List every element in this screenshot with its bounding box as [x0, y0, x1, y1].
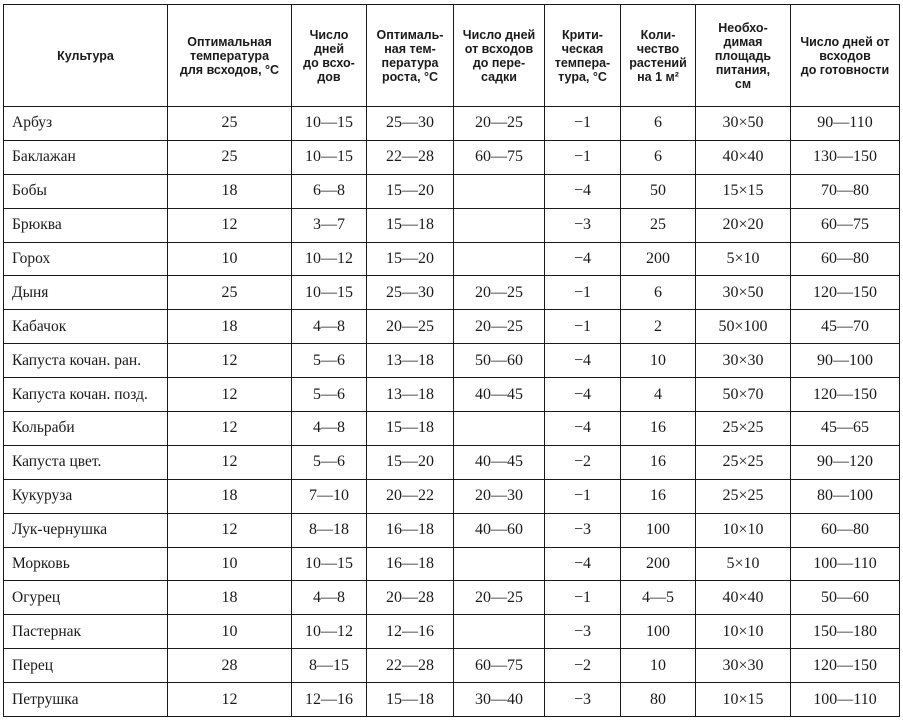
- table-cell: 12: [168, 344, 292, 378]
- table-cell: 10×15: [696, 683, 791, 717]
- crop-name-cell: Кукуруза: [4, 479, 168, 513]
- table-cell: 12—16: [292, 683, 367, 717]
- column-header: [791, 5, 900, 107]
- table-cell: [454, 412, 545, 446]
- table-cell: 50—60: [454, 344, 545, 378]
- table-cell: 150—180: [791, 615, 900, 649]
- table-cell: 200: [621, 547, 696, 581]
- column-header: [292, 5, 367, 107]
- table-cell: 20—25: [454, 581, 545, 615]
- table-cell: 13—18: [367, 344, 454, 378]
- table-cell: 12: [168, 412, 292, 446]
- table-cell: −4: [545, 174, 621, 208]
- table-cell: 18: [168, 174, 292, 208]
- table-row: [4, 479, 900, 513]
- table-cell: −3: [545, 513, 621, 547]
- table-cell: 130—150: [791, 140, 900, 174]
- table-cell: 50: [621, 174, 696, 208]
- table-cell: 4—5: [621, 581, 696, 615]
- table-cell: 5—6: [292, 344, 367, 378]
- table-cell: 100—110: [791, 683, 900, 717]
- table-row: [4, 344, 900, 378]
- table-cell: 18: [168, 581, 292, 615]
- column-header: [696, 5, 791, 107]
- crop-name-cell: Бобы: [4, 174, 168, 208]
- column-header: [621, 5, 696, 107]
- table-cell: 16: [621, 412, 696, 446]
- table-cell: 30—40: [454, 683, 545, 717]
- table-cell: 6: [621, 107, 696, 141]
- table-cell: [454, 547, 545, 581]
- table-cell: 120—150: [791, 378, 900, 412]
- table-cell: 13—18: [367, 378, 454, 412]
- crop-name-cell: Дыня: [4, 276, 168, 310]
- table-row: [4, 276, 900, 310]
- table-cell: 20—25: [454, 310, 545, 344]
- table-cell: 22—28: [367, 140, 454, 174]
- table-cell: −1: [545, 140, 621, 174]
- table-row: [4, 208, 900, 242]
- table-row: [4, 140, 900, 174]
- table-cell: −4: [545, 547, 621, 581]
- table-row: [4, 310, 900, 344]
- table-cell: 2: [621, 310, 696, 344]
- table-cell: 15—18: [367, 412, 454, 446]
- table-cell: 6—8: [292, 174, 367, 208]
- table-cell: 22—28: [367, 649, 454, 683]
- table-cell: [454, 174, 545, 208]
- table-cell: 25—30: [367, 107, 454, 141]
- table-cell: 16: [621, 445, 696, 479]
- table-cell: 25: [168, 140, 292, 174]
- crop-name-cell: Баклажан: [4, 140, 168, 174]
- table-row: [4, 174, 900, 208]
- table-cell: −1: [545, 107, 621, 141]
- column-header-label: Коли- чество растений на 1 м²: [629, 27, 687, 84]
- table-row: [4, 445, 900, 479]
- table-cell: 10—15: [292, 140, 367, 174]
- table-cell: 20—25: [367, 310, 454, 344]
- crop-name-cell: Огурец: [4, 581, 168, 615]
- table-cell: 60—75: [454, 140, 545, 174]
- table-cell: 10: [168, 242, 292, 276]
- table-cell: 12: [168, 378, 292, 412]
- table-cell: 10—15: [292, 107, 367, 141]
- table-cell: 120—150: [791, 276, 900, 310]
- table-cell: 12: [168, 513, 292, 547]
- table-cell: 18: [168, 479, 292, 513]
- table-cell: 12: [168, 445, 292, 479]
- crop-name-cell: Кабачок: [4, 310, 168, 344]
- table-cell: 50—60: [791, 581, 900, 615]
- table-cell: 60—75: [454, 649, 545, 683]
- column-header-label: Оптимальная температура для всходов, °С: [179, 34, 280, 77]
- table-cell: −2: [545, 649, 621, 683]
- table-cell: 7—10: [292, 479, 367, 513]
- table-cell: 16—18: [367, 513, 454, 547]
- column-header: [168, 5, 292, 107]
- table-row: [4, 242, 900, 276]
- column-header: [545, 5, 621, 107]
- table-body: [4, 107, 900, 717]
- table-cell: 3—7: [292, 208, 367, 242]
- table-cell: 10—15: [292, 276, 367, 310]
- table-cell: 20—25: [454, 276, 545, 310]
- table-cell: 28: [168, 649, 292, 683]
- table-cell: 16: [621, 479, 696, 513]
- table-cell: 45—65: [791, 412, 900, 446]
- table-cell: 90—100: [791, 344, 900, 378]
- table-cell: 40—45: [454, 378, 545, 412]
- table-cell: 15—20: [367, 242, 454, 276]
- column-header-label: Число дней до всхо- дов: [303, 27, 355, 84]
- table-cell: 25—30: [367, 276, 454, 310]
- table-cell: 20—30: [454, 479, 545, 513]
- table-row: [4, 513, 900, 547]
- table-cell: 80: [621, 683, 696, 717]
- table-cell: 90—120: [791, 445, 900, 479]
- table-cell: 10: [621, 344, 696, 378]
- table-cell: 8—18: [292, 513, 367, 547]
- table-cell: 20—25: [454, 107, 545, 141]
- table-cell: 25: [621, 208, 696, 242]
- table-cell: 40×40: [696, 140, 791, 174]
- table-cell: 60—80: [791, 513, 900, 547]
- table-row: [4, 412, 900, 446]
- header-row: [4, 5, 900, 107]
- table-cell: 90—110: [791, 107, 900, 141]
- table-cell: −1: [545, 276, 621, 310]
- crop-name-cell: Капуста кочан. ран.: [4, 344, 168, 378]
- table-header: [4, 5, 900, 107]
- table-row: [4, 547, 900, 581]
- table-cell: 15×15: [696, 174, 791, 208]
- table-cell: −2: [545, 445, 621, 479]
- table-cell: −1: [545, 310, 621, 344]
- table-cell: 12—16: [367, 615, 454, 649]
- table-cell: −1: [545, 581, 621, 615]
- table-cell: 5—6: [292, 378, 367, 412]
- column-header-label: Оптималь- ная тем- пература роста, °С: [376, 27, 444, 84]
- table-cell: 50×70: [696, 378, 791, 412]
- table-row: [4, 683, 900, 717]
- crop-name-cell: Капуста кочан. позд.: [4, 378, 168, 412]
- table-row: [4, 378, 900, 412]
- table-cell: −3: [545, 615, 621, 649]
- table-cell: 30×30: [696, 344, 791, 378]
- crop-name-cell: Брюква: [4, 208, 168, 242]
- table-cell: −3: [545, 683, 621, 717]
- table-cell: 10—12: [292, 242, 367, 276]
- table-cell: 70—80: [791, 174, 900, 208]
- table-cell: [454, 208, 545, 242]
- table-cell: 10: [168, 547, 292, 581]
- table-cell: 25×25: [696, 445, 791, 479]
- table-cell: 12: [168, 208, 292, 242]
- table-cell: 5—6: [292, 445, 367, 479]
- table-cell: 60—75: [791, 208, 900, 242]
- column-header-label: Число дней от всходов до пере- садки: [462, 27, 536, 84]
- crop-name-cell: Капуста цвет.: [4, 445, 168, 479]
- column-header-label: Число дней от всходов до готовности: [800, 34, 890, 77]
- table-cell: 100—110: [791, 547, 900, 581]
- table-cell: 15—20: [367, 445, 454, 479]
- table-cell: 60—80: [791, 242, 900, 276]
- table-cell: 10—15: [292, 547, 367, 581]
- table-cell: 30×30: [696, 649, 791, 683]
- table-cell: 20×20: [696, 208, 791, 242]
- table-row: [4, 649, 900, 683]
- table-cell: 10×10: [696, 513, 791, 547]
- table-cell: −1: [545, 479, 621, 513]
- table-cell: −4: [545, 344, 621, 378]
- crop-name-cell: Перец: [4, 649, 168, 683]
- table-cell: −4: [545, 242, 621, 276]
- table-cell: 15—18: [367, 208, 454, 242]
- table-cell: 25×25: [696, 412, 791, 446]
- crop-name-cell: Арбуз: [4, 107, 168, 141]
- table-cell: 4—8: [292, 310, 367, 344]
- crop-name-cell: Пастернак: [4, 615, 168, 649]
- table-cell: 25: [168, 107, 292, 141]
- table-cell: 15—18: [367, 683, 454, 717]
- table-cell: 18: [168, 310, 292, 344]
- crop-name-cell: Лук-чернушка: [4, 513, 168, 547]
- table-cell: 16—18: [367, 547, 454, 581]
- table-cell: 4: [621, 378, 696, 412]
- table-cell: 200: [621, 242, 696, 276]
- crop-name-cell: Морковь: [4, 547, 168, 581]
- table-cell: 45—70: [791, 310, 900, 344]
- table-cell: 40—60: [454, 513, 545, 547]
- table-cell: −4: [545, 378, 621, 412]
- table-cell: 15—20: [367, 174, 454, 208]
- table-cell: 10: [168, 615, 292, 649]
- table-cell: 10×10: [696, 615, 791, 649]
- table-cell: 12: [168, 683, 292, 717]
- table-cell: 25×25: [696, 479, 791, 513]
- table-cell: 10—12: [292, 615, 367, 649]
- table-cell: 80—100: [791, 479, 900, 513]
- table-cell: 40—45: [454, 445, 545, 479]
- table-cell: 10: [621, 649, 696, 683]
- table-cell: −3: [545, 208, 621, 242]
- column-header: [4, 5, 168, 107]
- table-cell: 5×10: [696, 242, 791, 276]
- crop-name-cell: Горох: [4, 242, 168, 276]
- column-header: [454, 5, 545, 107]
- table-row: [4, 107, 900, 141]
- table-cell: 5×10: [696, 547, 791, 581]
- table-cell: 20—22: [367, 479, 454, 513]
- table-row: [4, 615, 900, 649]
- table-cell: 6: [621, 276, 696, 310]
- column-header-label: Культура: [57, 48, 114, 63]
- table-cell: 100: [621, 513, 696, 547]
- column-header-label: Необхо- димая площадь питания, см: [714, 20, 772, 91]
- table-cell: 100: [621, 615, 696, 649]
- table-row: [4, 581, 900, 615]
- table-cell: 6: [621, 140, 696, 174]
- crops-table: [3, 4, 900, 717]
- table-cell: [454, 615, 545, 649]
- table-cell: 25: [168, 276, 292, 310]
- table-cell: 4—8: [292, 581, 367, 615]
- table-cell: 20—28: [367, 581, 454, 615]
- column-header-label: Крити- ческая темпера- тура, °С: [554, 27, 611, 84]
- table-cell: −4: [545, 412, 621, 446]
- table-cell: 50×100: [696, 310, 791, 344]
- table-cell: 120—150: [791, 649, 900, 683]
- table-cell: 30×50: [696, 107, 791, 141]
- table-cell: 4—8: [292, 412, 367, 446]
- table-cell: 8—15: [292, 649, 367, 683]
- table-cell: [454, 242, 545, 276]
- table-cell: 30×50: [696, 276, 791, 310]
- crop-name-cell: Кольраби: [4, 412, 168, 446]
- crop-name-cell: Петрушка: [4, 683, 168, 717]
- column-header: [367, 5, 454, 107]
- table-cell: 40×40: [696, 581, 791, 615]
